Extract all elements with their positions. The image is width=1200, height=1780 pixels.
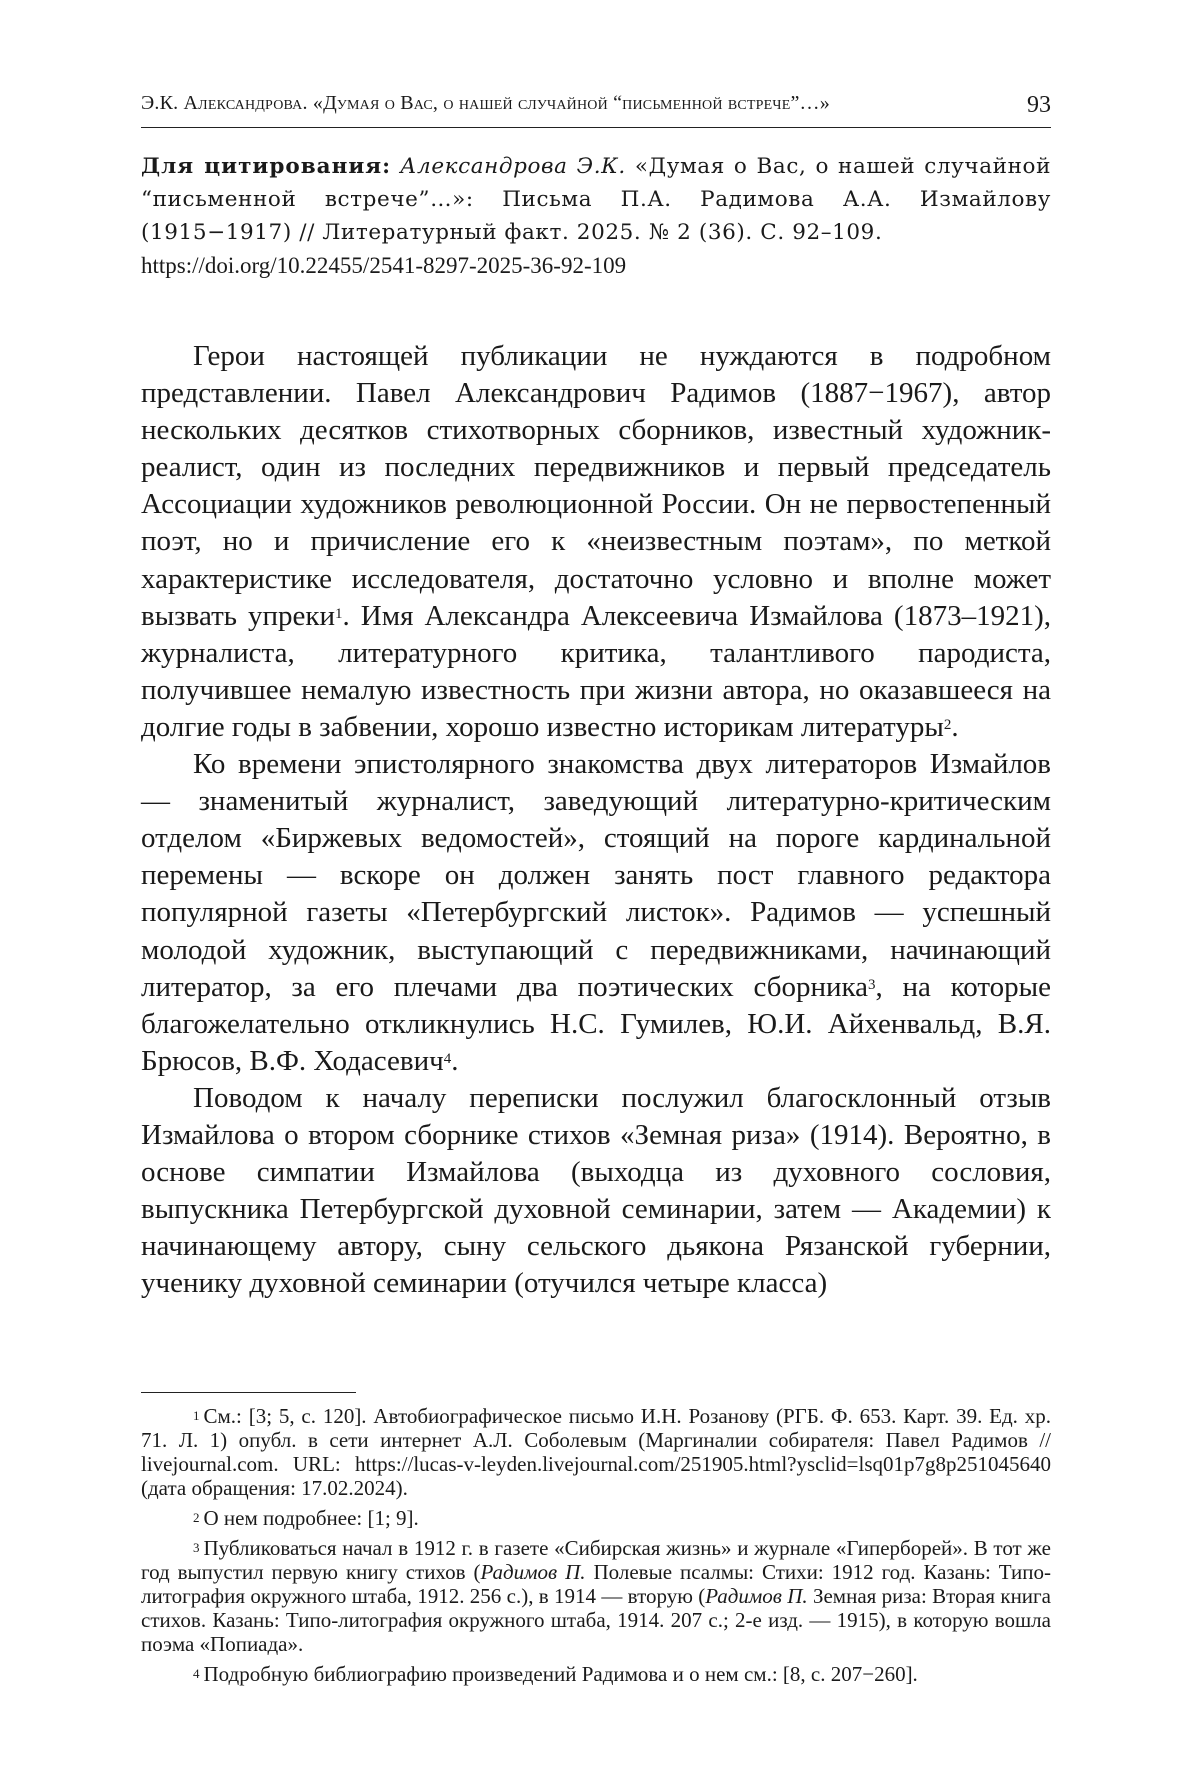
footnote-divider [141, 1392, 356, 1393]
article-body [141, 338, 1051, 1302]
footnote-italic-author: Радимов П. [705, 1584, 808, 1608]
footnote-ref-4[interactable]: 4 [443, 1050, 452, 1067]
paragraph-text: . [451, 1044, 459, 1077]
citation-text: «Думая о Вас, о нашей случайной “письменной встрече”…»: Письма П.А. Радимова А.А. Измайлову (1915−1917) // Литературный факт. 2025. № 2 (36). С. 92–109. [141, 154, 1052, 245]
page-number: 93 [1027, 92, 1051, 118]
footnote-text: Земная риза: Вторая книга стихов. Казань: Типо-литография окружного штаба, 1914. 207 с.; 2-е изд. — 1915), в которую вошла поэма «Попиада». [141, 1584, 1051, 1656]
footnote-ref-3[interactable]: 3 [868, 976, 876, 993]
footnote-italic-author: Радимов П. [480, 1560, 586, 1584]
footnote-2 [141, 1506, 1051, 1530]
citation-doi-link[interactable]: https://doi.org/10.22455/2541-8297-2025-36-92-109 [141, 253, 627, 278]
footnote-3 [141, 1536, 1051, 1656]
footnote-4 [141, 1662, 1051, 1686]
footnote-text: См.: [3; 5, с. 120]. Автобиографическое письмо И.Н. Розанову (РГБ. Ф. 653. Карт. 39. Ед. хр. 71. Л. 1) опубл. в сети интернет А.Л. Соболевым (Маргиналии собирателя: Павел Радимов // livejournal.com. URL: https://lucas-v-leyden.livejournal.com/251905.html?ysclid=lsq01p7g8p251045640 (дата обращения: 17.02.2024). [141, 1404, 1051, 1500]
body-paragraph-3: Поводом к началу переписки послужил благосклонный отзыв Измайлова о втором сборнике стихов «Земная риза» (1914). Вероятно, в основе симпатии Измайлова (выходца из духовного сословия, выпускника Петербургской духовной семинарии, затем — Академии) к начинающему автору, сыну сельского дьякона Рязанской губернии, ученику духовной семинарии (отучился четыре класса) [141, 1081, 1051, 1300]
footnotes [141, 1404, 1051, 1692]
footnote-text: Подробную библиографию произведений Радимова и о нем см.: [8, с. 207−260]. [203, 1662, 918, 1686]
body-paragraph-1 [141, 338, 1051, 746]
footnote-number: 4 [193, 1666, 200, 1681]
body-paragraph-2 [141, 746, 1051, 1080]
footnote-text: Полевые псалмы: Стихи: 1912 год. Казань: Типо-литография окружного штаба, 1912. 256 с.), в 1914 — вторую ( [141, 1560, 1051, 1608]
footnote-text: О нем подробнее: [1; 9]. [203, 1506, 419, 1530]
running-head [141, 88, 1051, 128]
paragraph-text: . Имя Александра Алексеевича Измайлова (1873–1921), журналиста, литературного критика, талантливого пародиста, получившее немалую известность при жизни автора, но оказавшееся на долгие годы в забвении, хорошо известно историкам литературы [141, 599, 1051, 743]
footnote-number: 2 [193, 1510, 200, 1525]
footnote-1 [141, 1404, 1051, 1500]
citation-author: Александрова Э.К. [400, 154, 626, 179]
citation-label: Для цитирования: [141, 154, 392, 179]
footnote-ref-1[interactable]: 1 [335, 605, 343, 622]
footnote-ref-2[interactable]: 2 [943, 716, 952, 733]
paragraph-text: Ко времени эпистолярного знакомства двух литераторов Измайлов — знаменитый журналист, заведующий литературно-критическим отделом «Биржевых ведомостей», стоящий на пороге кардинальной перемены — вскоре он должен занять пост главного редактора популярной газеты «Петербургский листок». Радимов — успешный молодой художник, выступающий с передвижниками, начинающий литератор, за его плечами два поэтических сборника [141, 748, 1051, 1003]
paragraph-text: , на которые благожелательно откликнулись Н.С. Гумилев, Ю.И. Айхенвальд, В.Я. Брюсов, В.Ф. Ходасевич [141, 970, 1051, 1077]
citation-block [141, 150, 1051, 282]
running-title: Э.К. Александрова. «Думая о Вас, о нашей случайной “письменной встрече”…» [141, 92, 830, 114]
footnote-number: 1 [193, 1408, 200, 1423]
paragraph-text: . [951, 710, 959, 743]
paragraph-text: Герои настоящей публикации не нуждаются в подробном представлении. Павел Александрович Радимов (1887−1967), автор нескольких десятков стихотворных сборников, известный художник-реалист, один из последних передвижников и первый председатель Ассоциации художников революционной России. Он не первостепенный поэт, но и причисление его к «неизвестным поэтам», по меткой характеристике исследователя, достаточно условно и вполне может вызвать упреки [141, 340, 1051, 632]
footnote-text: Публиковаться начал в 1912 г. в газете «Сибирская жизнь» и журнале «Гиперборей». В тот же год выпустил первую книгу стихов ( [141, 1536, 1051, 1584]
footnote-number: 3 [193, 1540, 200, 1555]
